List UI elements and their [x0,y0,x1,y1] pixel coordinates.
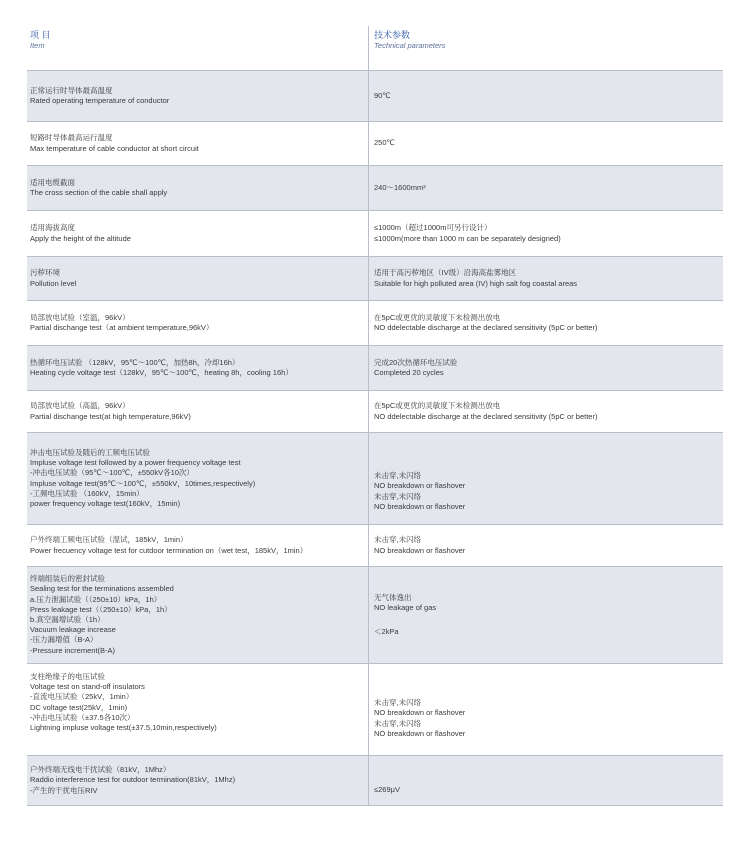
item-line: Lightning impluse voltage test(±37.5,10min,respectively) [30,723,217,733]
item-line: 污秽环境 [30,268,60,278]
item-line: 正常运行时导体最高温度 [30,85,113,95]
param-line: NO breakdown or flashover [374,501,466,511]
item-line: -Pressure increment(B-A) [30,645,116,655]
table-row [27,346,723,391]
param-line: NO breakdown or flashover [374,728,466,738]
item-line: -直流电压试验（25kV，1min） [30,692,134,702]
item-cell [27,301,369,345]
item-cell [27,756,369,805]
table-row [27,756,723,806]
item-line: 支柱绝缘子的电压试验 [30,672,105,681]
item-line: Impluse voltage test(95℃～100℃，±550kV，10times,respectively) [30,478,256,488]
param-cell [369,567,723,663]
item-line: Vacuum leakage increase [30,625,116,635]
param-header [369,26,723,70]
item-line: DC voltage test(25kV，1min) [30,702,128,712]
item-line: 户外终端无线电干扰试验（81kV，1Mhz） [30,765,171,775]
item-line: Max temperature of cable conductor at short circuit [30,143,199,153]
item-cell [27,166,369,210]
param-header-zh: 技术参数 [374,30,411,40]
item-line: 局部放电试验（高温，96kV） [30,401,130,411]
item-line: 热循环电压试验 （128kV，95℃～100℃，加热8h，冷却16h） [30,357,240,367]
item-cell [27,525,369,566]
param-cell [369,756,723,805]
item-line: Apply the height of the altitude [30,233,131,243]
param-line: 无气体逸出 [374,592,412,602]
param-line: 未击穿,未闪络 [374,471,422,481]
item-line: 短路时导体最高运行温度 [30,133,113,143]
table-header [27,26,723,71]
item-cell [27,122,369,165]
item-line: 冲击电压试验及随后的工频电压试验 [30,447,150,457]
param-cell [369,301,723,345]
param-gap [374,613,723,620]
item-cell [27,346,369,390]
param-header-en: Technical parameters [374,41,446,50]
param-line: 未击穿,未闪络 [374,535,422,545]
param-line: NO breakdown or flashover [374,708,466,718]
param-line: ＜2kPa [374,627,399,637]
item-line: The cross section of the cable shall apply [30,188,168,197]
item-line: Pollution level [30,278,77,288]
item-line: 终端组装后的密封试验 [30,574,105,584]
param-cell [369,257,723,300]
item-line: 户外终端工频电压试验（湿试，185kV，1min） [30,535,188,545]
param-cell [369,122,723,165]
item-cell [27,391,369,432]
table-row [27,122,723,166]
table-row [27,166,723,211]
param-line: ≤1000m（超过1000m可另行设计） [374,223,492,233]
table-row [27,211,723,257]
param-line: 90℃ [374,90,391,100]
item-line: Power frecuency voltage test for cutdoor termination on（wet test，185kV，1min） [30,545,308,555]
item-cell [27,433,369,524]
table-row [27,525,723,567]
item-line: Press leakage test（（250±10）kPa，1h） [30,604,172,614]
param-cell [369,664,723,755]
item-cell [27,71,369,121]
param-line: 未击穿,未闪络 [374,698,422,708]
param-cell [369,346,723,390]
item-line: Partial dischange test（at ambient temperature,96kV） [30,323,214,332]
item-cell [27,567,369,663]
item-line: power frequency voltage test(160kV，15min) [30,498,181,508]
item-line: -冲击电压试验（95℃～100℃，±550kV各10次） [30,468,194,478]
param-line: 未击穿,未闪络 [374,718,422,728]
item-line: -冲击电压试验（±37.5各10次） [30,712,135,722]
item-line: Partial dischange test(at high temperature,96kV) [30,411,191,421]
item-cell [27,257,369,300]
table-row [27,391,723,433]
item-line: 局部放电试验（室温，96kV） [30,312,130,322]
table-row [27,257,723,301]
item-line: 适用电缆截面 [30,177,75,187]
param-cell [369,391,723,432]
item-header [27,26,369,70]
param-line: NO breakdown or flashover [374,481,466,491]
item-line: Voltage test on stand-off insulators [30,682,145,692]
item-cell [27,211,369,256]
param-gap [374,620,723,627]
item-line: Heating cycle voltage test（128kV，95℃～100℃，heating 8h，cooling 16h） [30,368,293,377]
param-line: 250℃ [374,138,395,148]
param-line: 在5pC或更优的灵敏度下未检测出放电 [374,401,501,411]
param-line: 在5pC或更优的灵敏度下未检测出放电 [374,312,501,322]
param-line: ≤269μV [374,784,400,794]
param-line: NO leakage of gas [374,602,437,612]
item-line: -工频电压试验 （160kV，15min） [30,488,144,498]
item-line: Rated operating temperature of conductor [30,96,170,105]
param-line: Completed 20 cycles [374,368,444,377]
param-cell [369,433,723,524]
item-line: a.压力泄漏试验（（250±10）kPa，1h） [30,594,162,604]
param-line: ≤1000m(more than 1000 m can be separately designed) [374,233,561,243]
table-row [27,567,723,664]
item-line: -产生的干扰电压RIV [30,785,98,795]
item-cell [27,664,369,755]
spec-table [27,26,723,806]
param-cell [369,525,723,566]
table-row [27,301,723,346]
item-line: Impluse voltage test followed by a power frequency voltage test [30,458,241,468]
table-row [27,433,723,525]
param-cell [369,71,723,121]
param-line: 240～1600mm² [374,182,426,192]
item-line: 适用海拔高度 [30,223,75,233]
param-line: Suitable for high polluted area (IV) high salt fog coastal areas [374,278,578,288]
param-line: 适用于高污秽地区（IV级）沿海高盐雾地区 [374,268,517,278]
table-row [27,664,723,756]
param-cell [369,166,723,210]
item-line: -压力漏增值（B-A） [30,635,98,645]
param-line: 未击穿,未闪络 [374,491,422,501]
item-line: Sealing test for the terminations assembled [30,584,174,594]
item-header-en: Item [30,41,45,50]
param-line: NO ddelectable discharge at the declared sensitivity (5pC or better) [374,411,598,421]
item-header-zh: 项 目 [30,30,51,40]
param-cell [369,211,723,256]
table-row [27,71,723,122]
param-line: NO breakdown or flashover [374,545,466,555]
item-line: Raddio interference test for outdoor termination(81kV，1Mhz) [30,775,236,785]
param-line: 完成20次热循环电压试验 [374,357,458,367]
item-line: b.真空漏增试验（1h） [30,615,105,624]
param-line: NO ddelectable discharge at the declared sensitivity (5pC or better) [374,323,598,332]
